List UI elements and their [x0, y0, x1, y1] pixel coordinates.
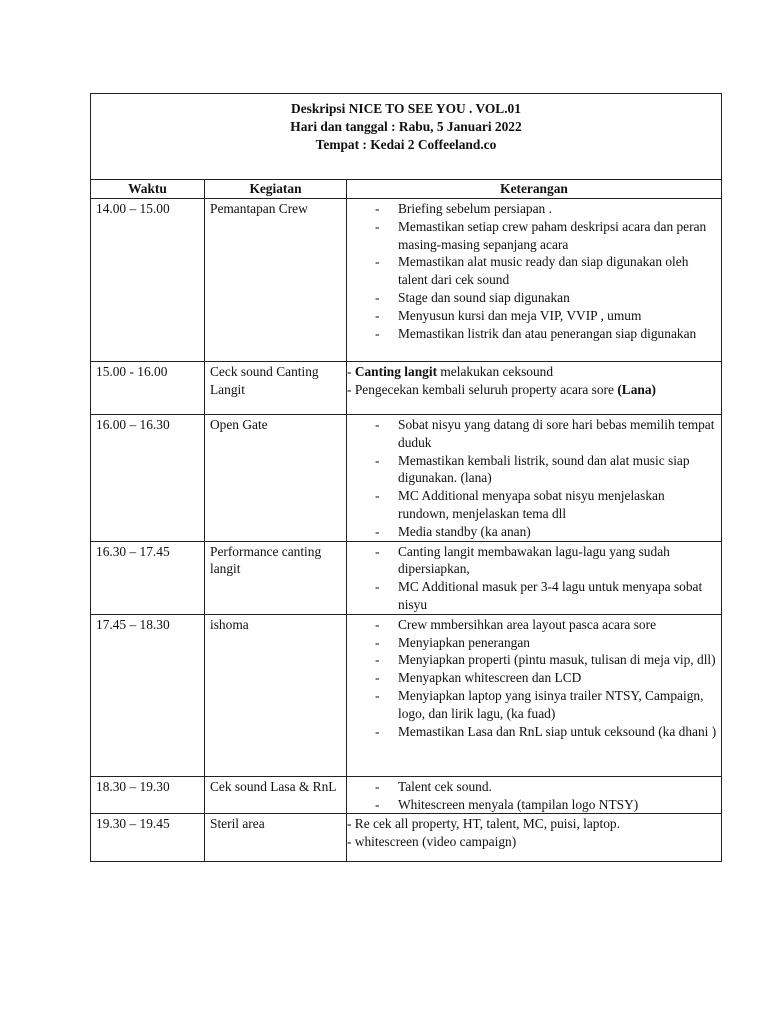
list-item: - Whitescreen menyala (tampilan logo NTSY) [398, 796, 717, 814]
row-notes [347, 814, 722, 862]
list-item: - Menyiapkan penerangan [398, 634, 717, 652]
column-header-time: Waktu [91, 180, 205, 199]
row-time: 15.00 - 16.00 [91, 362, 205, 415]
row-notes [347, 362, 722, 415]
note-line: - whitescreen (video campaign) [347, 834, 517, 850]
row-activity: Steril area [205, 814, 347, 862]
note-bold: Canting langit [354, 364, 438, 379]
table-row [91, 776, 722, 814]
title-row [91, 94, 722, 180]
table-row [91, 541, 722, 614]
row-activity: Pemantapan Crew [205, 199, 347, 362]
note-line: - Re cek all property, HT, talent, MC, puisi, laptop. [347, 816, 620, 832]
list-item: - Menyapkan whitescreen dan LCD [398, 669, 717, 687]
row-time: 16.30 – 17.45 [91, 541, 205, 614]
note-dash: - [347, 381, 355, 397]
list-item: - MC Additional menyapa sobat nisyu menjelaskan rundown, menjelaskan tema dll [398, 487, 717, 523]
list-item: - Memastikan kembali listrik, sound dan alat music siap digunakan. (lana) [398, 452, 717, 488]
table-row [91, 199, 722, 362]
list-item: - Memastikan setiap crew paham deskripsi acara dan peran masing-masing sepanjang acara [398, 218, 717, 254]
title-cell [91, 94, 722, 180]
event-title: Deskripsi NICE TO SEE YOU . VOL.01 [291, 101, 521, 116]
list-item: - Crew mmbersihkan area layout pasca acara sore [398, 616, 717, 634]
notes-list [347, 616, 717, 741]
list-item: - Canting langit membawakan lagu-lagu yang sudah dipersiapkan, [398, 543, 717, 579]
event-date: Hari dan tanggal : Rabu, 5 Januari 2022 [290, 119, 522, 134]
row-activity: Cek sound Lasa & RnL [205, 776, 347, 814]
table-row [91, 814, 722, 862]
table-row [91, 415, 722, 542]
table-row [91, 362, 722, 415]
list-item: - Memastikan Lasa dan RnL siap untuk ceksound (ka dhani ) [398, 723, 717, 741]
list-item: - Talent cek sound. [398, 778, 717, 796]
row-time: 19.30 – 19.45 [91, 814, 205, 862]
row-notes [347, 415, 722, 542]
notes-list [347, 778, 717, 814]
row-activity: ishoma [205, 614, 347, 776]
list-item: - Media standby (ka anan) [398, 523, 717, 541]
row-notes [347, 541, 722, 614]
note-text: Pengecekan kembali seluruh property acara sore [354, 381, 618, 397]
schedule-table [90, 93, 722, 862]
list-item: - Stage dan sound siap digunakan [398, 289, 717, 307]
column-header-row [91, 180, 722, 199]
list-item: - Memastikan listrik dan atau penerangan siap digunakan [398, 325, 717, 343]
table-row [91, 614, 722, 776]
row-notes [347, 199, 722, 362]
row-activity: Ceck sound Canting Langit [205, 362, 347, 415]
note-text: melakukan ceksound [437, 364, 554, 379]
row-time: 14.00 – 15.00 [91, 199, 205, 362]
row-time: 16.00 – 16.30 [91, 415, 205, 542]
row-time: 17.45 – 18.30 [91, 614, 205, 776]
list-item: - Sobat nisyu yang datang di sore hari bebas memilih tempat duduk [398, 416, 717, 452]
note-bold: (Lana) [617, 381, 657, 397]
row-notes [347, 614, 722, 776]
row-notes [347, 776, 722, 814]
list-item: - Menyusun kursi dan meja VIP, VVIP , umum [398, 307, 717, 325]
list-item: - Menyiapkan laptop yang isinya trailer NTSY, Campaign, logo, dan lirik lagu, (ka fuad) [398, 687, 717, 723]
row-activity: Performance canting langit [205, 541, 347, 614]
list-item: - Memastikan alat music ready dan siap digunakan oleh talent dari cek sound [398, 253, 717, 289]
list-item: - MC Additional masuk per 3-4 lagu untuk menyapa sobat nisyu [398, 578, 717, 614]
event-venue: Tempat : Kedai 2 Coffeeland.co [315, 137, 497, 152]
note-line [347, 381, 717, 399]
column-header-notes: Keterangan [347, 180, 722, 199]
note-dash: - [347, 364, 355, 379]
column-header-activity: Kegiatan [205, 180, 347, 199]
note-line [347, 363, 717, 381]
notes-list [347, 200, 717, 342]
row-time: 18.30 – 19.30 [91, 776, 205, 814]
notes-list [347, 416, 717, 541]
list-item: - Briefing sebelum persiapan . [398, 200, 717, 218]
row-activity: Open Gate [205, 415, 347, 542]
notes-list [347, 543, 717, 614]
list-item: - Menyiapkan properti (pintu masuk, tulisan di meja vip, dll) [398, 651, 717, 669]
